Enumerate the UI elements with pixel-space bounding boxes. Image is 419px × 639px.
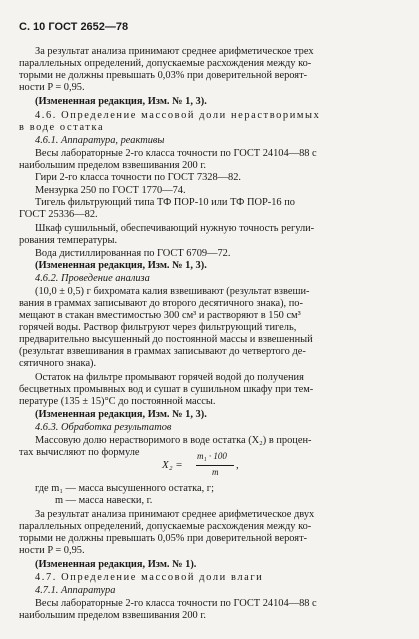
subsection-heading: 4.6.1. Аппаратура, реактивы bbox=[35, 135, 165, 146]
text-line: торыми не должны превышать 0,05% при доверительной вероят- bbox=[19, 533, 308, 544]
text-line: параллельных определений, допускаемые расхождения между ко- bbox=[19, 58, 312, 69]
amendment-note: (Измененная редакция, Изм. № 1). bbox=[35, 559, 197, 570]
text-line: бесцветных промывных вод и сушат в сушильном шкафу при тем- bbox=[19, 384, 314, 395]
text-line: Вода дистиллированная по ГОСТ 6709—72. bbox=[35, 248, 231, 259]
amendment-note: (Измененная редакция, Изм. № 1, 3). bbox=[35, 409, 207, 420]
text-line: наибольшим пределом взвешивания 200 г. bbox=[19, 160, 206, 171]
text-line: горячей воды. Раствор фильтруют через фильтрующий тигель, bbox=[19, 322, 297, 333]
text-line: ГОСТ 25336—82. bbox=[19, 209, 98, 220]
text-line: За результат анализа принимают среднее арифметическое трех bbox=[35, 46, 314, 57]
subsection-heading: 4.6.2. Проведение анализа bbox=[35, 273, 150, 284]
text-line: Тигель фильтрующий типа ТФ ПОР-10 или ТФ ПОР-16 по bbox=[35, 197, 295, 208]
fraction-bar bbox=[196, 465, 234, 466]
text-line: наибольшим пределом взвешивания 200 г. bbox=[19, 610, 206, 621]
text-line: рования температуры. bbox=[19, 235, 118, 246]
text-line: ности P = 0,95. bbox=[19, 545, 85, 556]
text-line: параллельных определений, допускаемые расхождения между ко- bbox=[19, 521, 312, 532]
text-line: Весы лабораторные 2-го класса точности по ГОСТ 24104—88 с bbox=[35, 148, 317, 159]
text-line: предварительно высушенный до постоянной массы и взвешенный bbox=[19, 334, 313, 345]
amendment-note: (Измененная редакция, Изм. № 1, 3). bbox=[35, 260, 207, 271]
formula-lhs: X₂ = bbox=[162, 459, 183, 471]
text-line: вания в граммах записывают до второго десятичного знака), по- bbox=[19, 298, 303, 309]
formula-numerator: m₁ · 100 bbox=[197, 451, 227, 461]
text-line: (результат взвешивания в граммах записывают до четвертого де- bbox=[19, 346, 306, 357]
text-line: Шкаф сушильный, обеспечивающий нужную точность регули- bbox=[35, 223, 315, 234]
text-line: m — масса навески, г. bbox=[55, 495, 153, 506]
text-line: За результат анализа принимают среднее арифметическое двух bbox=[35, 509, 315, 520]
subsection-heading: 4.7.1. Аппаратура bbox=[35, 585, 116, 596]
subsection-heading: 4.6.3. Обработка результатов bbox=[35, 422, 172, 433]
text-line: (10,0 ± 0,5) г бихромата калия взвешивают (результат взвеши- bbox=[35, 286, 310, 297]
formula-suffix: , bbox=[236, 459, 239, 471]
text-line: пературе (135 ± 15)°С до постоянной массы. bbox=[19, 396, 216, 407]
text-line: тах вычисляют по формуле bbox=[19, 447, 140, 458]
text-line: сятичного знака). bbox=[19, 358, 97, 369]
text-line: ности P = 0,95. bbox=[19, 82, 85, 93]
text-line: Массовую долю нерастворимого в воде остатка (X₂) в процен- bbox=[35, 435, 312, 446]
text-line: торыми не должны превышать 0,03% при доверительной вероят- bbox=[19, 70, 308, 81]
text-line: Гири 2-го класса точности по ГОСТ 7328—82. bbox=[35, 172, 242, 183]
text-line: Остаток на фильтре промывают горячей водой до получения bbox=[35, 372, 304, 383]
text-line: мещают в стакан вместимостью 300 см³ и растворяют в 150 см³ bbox=[19, 310, 301, 321]
page-header: С. 10 ГОСТ 2652—78 bbox=[19, 21, 129, 33]
section-heading: 4.7. Определение массовой доли влаги bbox=[35, 572, 264, 583]
text-line: Весы лабораторные 2-го класса точности по ГОСТ 24104—88 с bbox=[35, 598, 317, 609]
text-line: где m₁ — масса высушенного остатка, г; bbox=[35, 483, 214, 494]
amendment-note: (Измененная редакция, Изм. № 1, 3). bbox=[35, 96, 207, 107]
formula-denominator: m bbox=[212, 467, 219, 477]
text-line: Мензурка 250 по ГОСТ 1770—74. bbox=[35, 185, 186, 196]
section-heading: 4.6. Определение массовой доли нерастворимых bbox=[35, 110, 321, 121]
section-heading: в воде остатка bbox=[19, 122, 105, 133]
